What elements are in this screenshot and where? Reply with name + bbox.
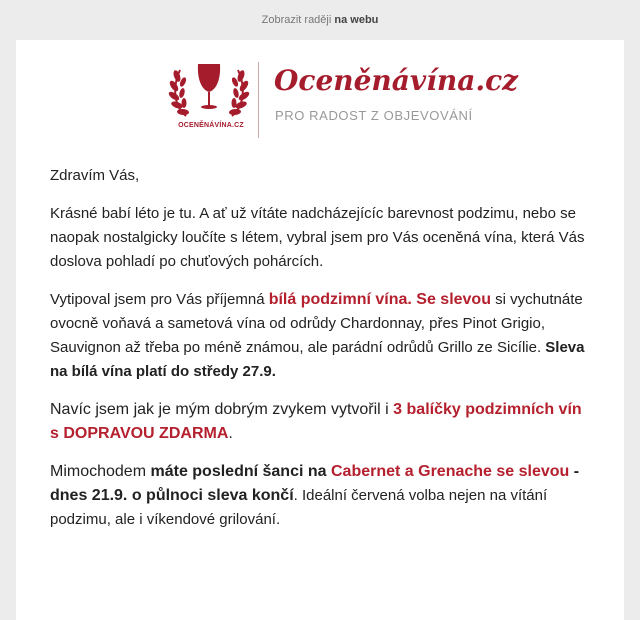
logo-divider <box>258 62 259 138</box>
paragraph-intro: Krásné babí léto je tu. A ať už vítáte nadcházejícíc barevnost podzimu, nebo se naopak nostalgicky loučíte s létem, vybral jsem pro Vás oceněná vína, která Vás doslova pohladí po chuťových pohárcích. <box>50 205 585 270</box>
message-content <box>50 164 590 546</box>
last-chance-text: máte poslední šanci na <box>150 463 331 480</box>
email-body <box>16 40 624 620</box>
packages-link[interactable]: 3 balíčky podzimních vín s DOPRAVOU ZDARMA <box>50 401 582 442</box>
emblem-text: OCENĚNÁVÍNA.CZ <box>178 122 244 129</box>
view-in-browser-bar <box>0 0 640 40</box>
view-in-browser-link[interactable]: na webu <box>334 14 379 26</box>
cabernet-link[interactable]: Cabernet a Grenache se slevou <box>330 463 570 480</box>
text: . Ideální červená volba nejen na vítání podzimu, ale i víkendové grilování. <box>50 487 548 528</box>
paragraph-white-wines <box>50 288 590 384</box>
sale-deadline: Sleva na bílá vína platí do středy 27.9. <box>50 339 585 380</box>
greeting: Zdravím Vás, <box>50 167 140 184</box>
deadline-text: - dnes 21.9. o půlnoci sleva končí <box>50 463 580 504</box>
text: Mimochodem <box>50 463 151 480</box>
paragraph-packages <box>50 398 590 446</box>
text: Navíc jsem jak je mým dobrým zvykem vytvořil i <box>50 401 394 418</box>
view-in-browser-text: Zobrazit raději <box>261 14 332 26</box>
text: . <box>228 425 233 442</box>
paragraph-cabernet <box>50 460 590 532</box>
brand-name[interactable]: Oceněnávína.cz <box>274 64 519 97</box>
brand-tagline: PRO RADOST Z OBJEVOVÁNÍ <box>275 108 473 123</box>
email-header[interactable] <box>16 58 624 138</box>
white-wines-link[interactable]: bílá podzimní vína. Se slevou <box>268 291 491 308</box>
text: si vychutnáte ovocně voňavá a sametová vína od odrůdy Chardonnay, přes Pinot Grigio, Sauvignon až třeba po méně známou, ale parádní odrůdů Grillo ze Sicílie. <box>50 291 583 356</box>
text: Vytipoval jsem pro Vás příjemná <box>50 291 269 308</box>
